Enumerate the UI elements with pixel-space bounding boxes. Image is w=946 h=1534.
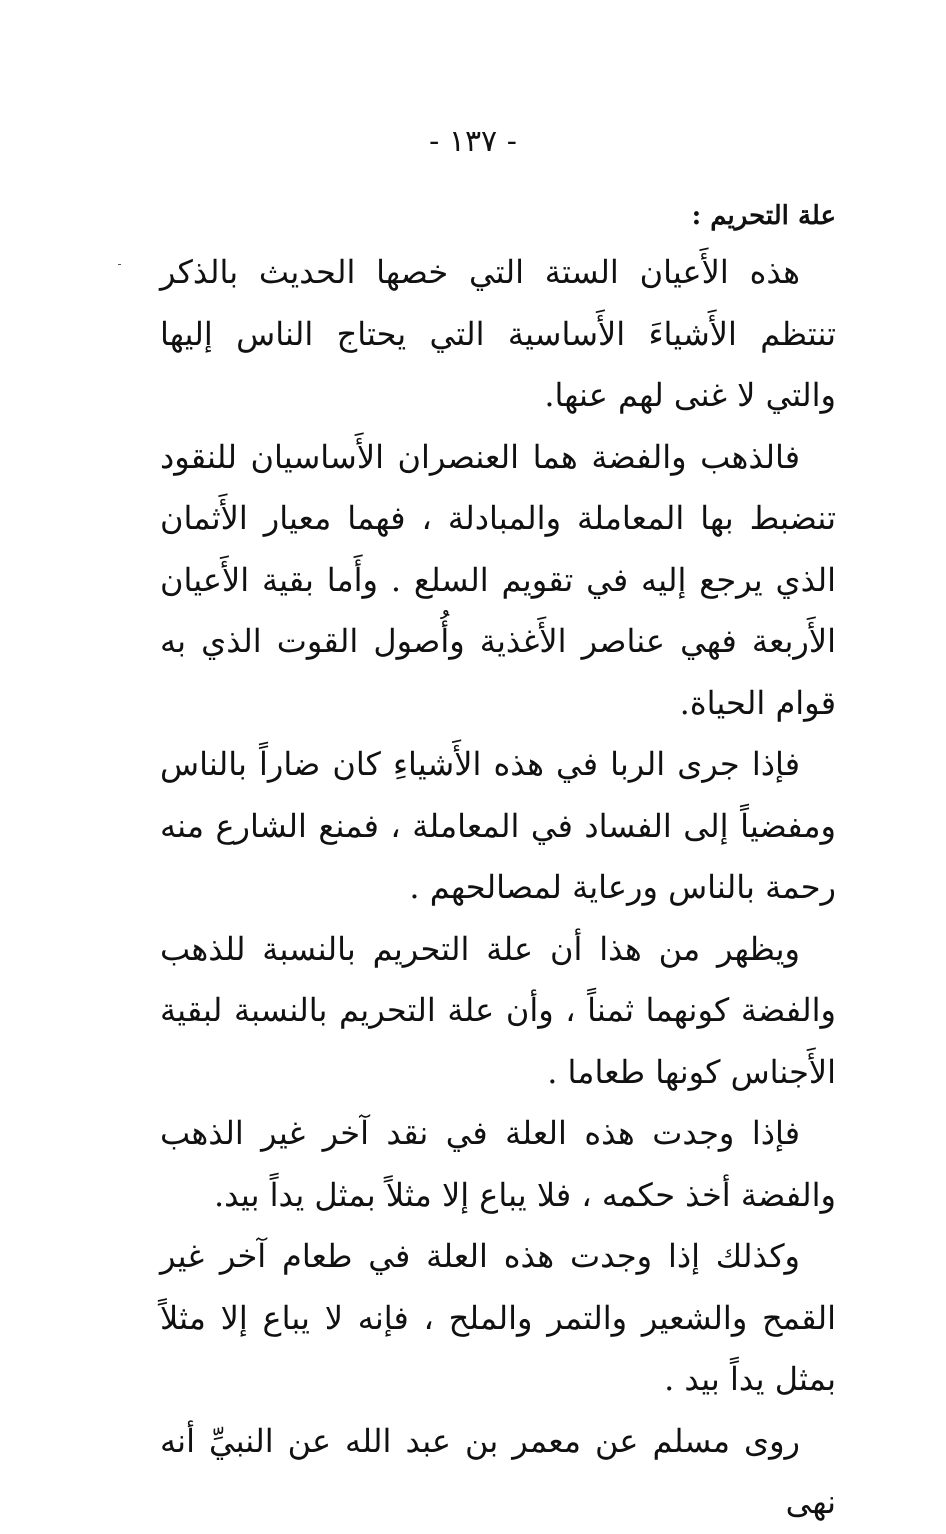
section-heading: علة التحريم : <box>691 201 836 231</box>
body-text <box>160 190 836 1534</box>
paragraph-1: هذه الأَعيان الستة التي خصها الحديث بالذكر تنتظم الأَشياءَ الأَساسية التي يحتاج الناس إليها والتي لا غنى لهم عنها. <box>160 253 836 414</box>
paragraph-2: فالذهب والفضة هما العنصران الأَساسيان للنقود تنضبط بها المعاملة والمبادلة ، فهما معيار الأَثمان الذي يرجع إليه في تقويم السلع . وأَما بقية الأَعيان الأَربعة فهي عناصر الأَغذية وأُصول القوت الذي به قوام الحياة. <box>160 437 837 722</box>
paragraph-6: وكذلك إذا وجدت هذه العلة في طعام آخر غير القمح والشعير والتمر والملح ، فإنه لا يباع إلا مثلاً بمثل يداً بيد . <box>160 1237 836 1398</box>
scan-speck <box>118 264 121 265</box>
paragraph-7: روى مسلم عن معمر بن عبد الله عن النبيِّ أنه نهى <box>160 1421 836 1521</box>
page-number: - ١٣٧ - <box>429 124 517 159</box>
paragraph-3: فإذا جرى الربا في هذه الأَشياءِ كان ضاراً بالناس ومفضياً إلى الفساد في المعاملة ، فمنع الشارع منه رحمة بالناس ورعاية لمصالحهم . <box>160 745 836 906</box>
paragraph-4: ويظهر من هذا أن علة التحريم بالنسبة للذهب والفضة كونهما ثمناً ، وأن علة التحريم بالنسبة لبقية الأَجناس كونها طعاما . <box>160 929 836 1091</box>
paragraph-5: فإذا وجدت هذه العلة في نقد آخر غير الذهب والفضة أخذ حكمه ، فلا يباع إلا مثلاً بمثل يداً بيد. <box>160 1114 836 1214</box>
